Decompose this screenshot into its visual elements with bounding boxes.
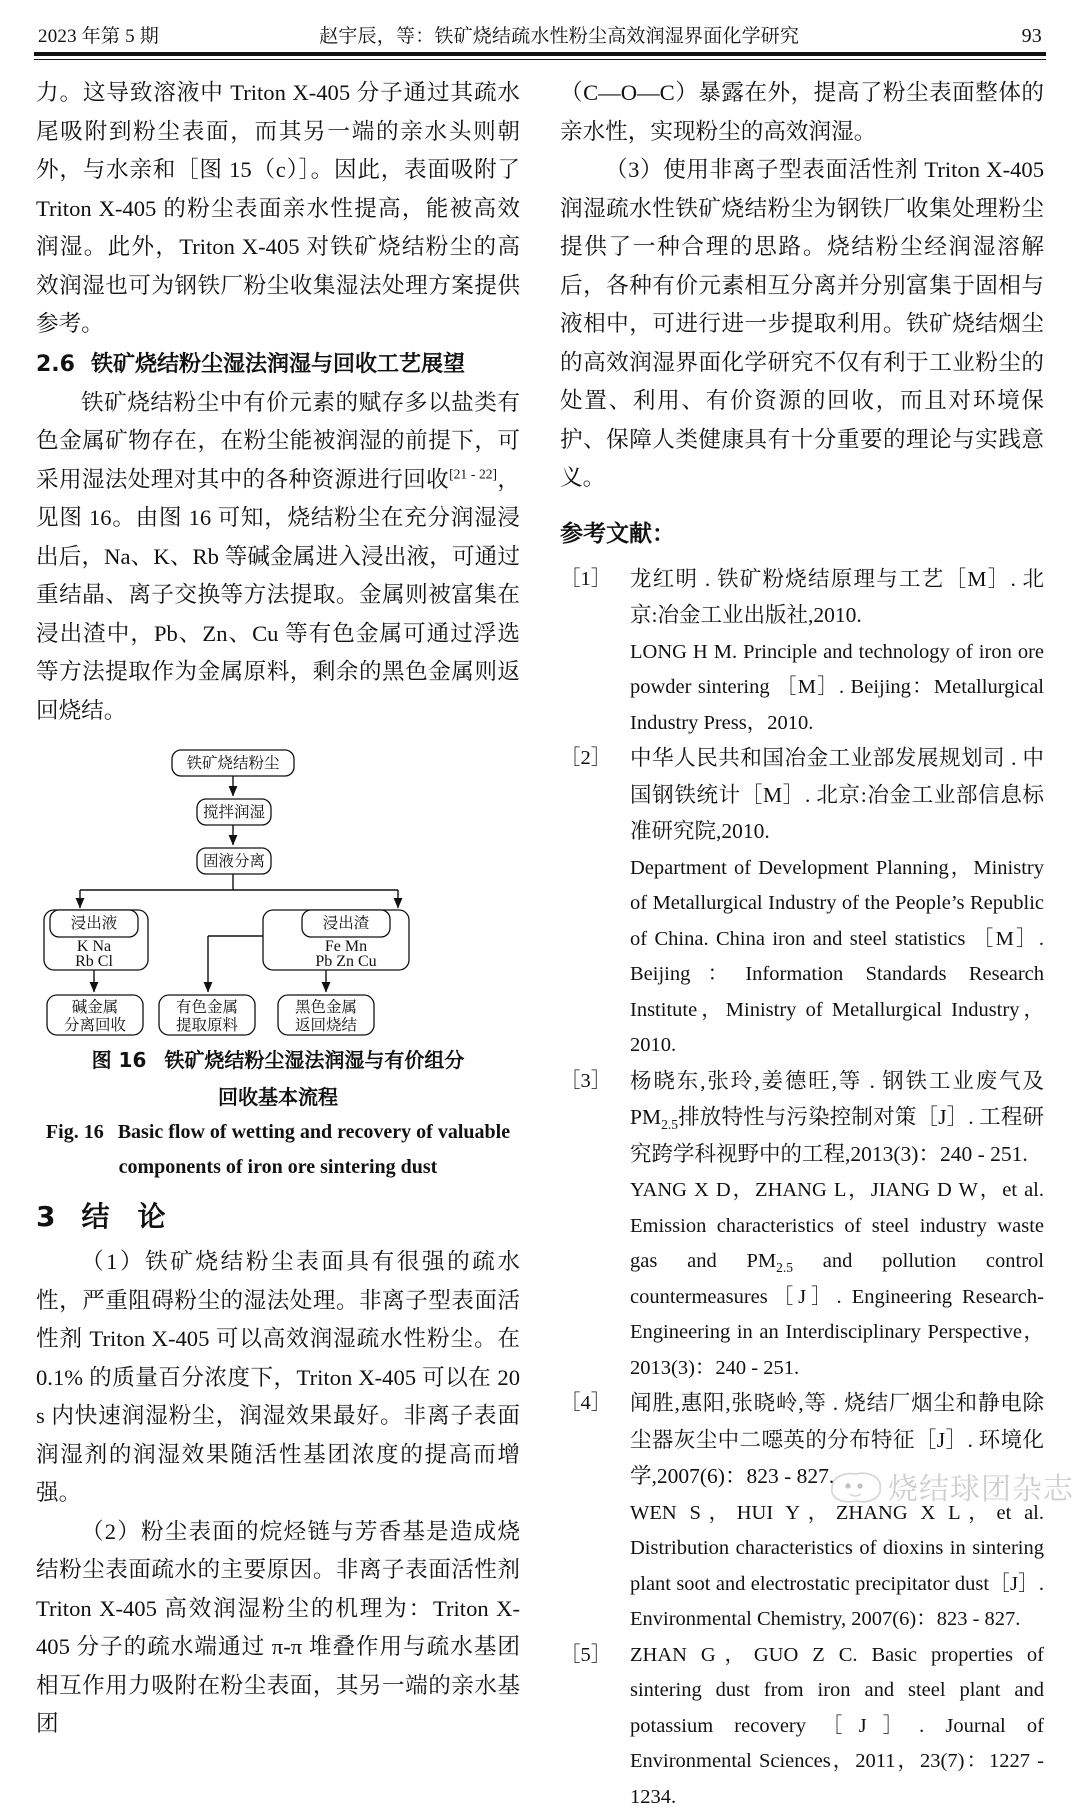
node-label-ferrous-2: 返回烧结 (295, 1016, 358, 1034)
figure-caption-cn-line2: 回收基本流程 (218, 1085, 338, 1109)
node-label-alkali-1: 碱金属 (72, 998, 119, 1016)
node-label-dust: 铁矿烧结粉尘 (186, 754, 280, 772)
reference-cn: 中华人民共和国冶金工业部发展规划司 . 中国钢铁统计［M］. 北京:冶金工业部信息标准研究院,2010. (630, 746, 1044, 843)
reference-item (560, 741, 1044, 1064)
left-column (36, 74, 520, 1744)
figure-caption-en (36, 1117, 520, 1148)
reference-tag: ［1］ (560, 562, 622, 598)
node-label-residue-items-1: Fe Mn (325, 938, 367, 955)
conclusion-heading (36, 1193, 520, 1241)
reference-item (560, 1638, 1044, 1815)
reference-cn-subscript: 2.5 (661, 1117, 678, 1132)
reference-cn-part-a: 杨晓东,张玲,姜德旺,等 . 钢铁工业废气及 PM (630, 1069, 1044, 1130)
reference-item (560, 562, 1044, 742)
reference-en: Department of Development Planning，Ministry of Metallurgical Industry of the People’s Republic of China. China iron and steel statistics ［M］. Beijing：Information Standards Research Institute，Ministry of Metallurgical Industry，2010. (630, 857, 1044, 1057)
section-heading-2-6 (36, 346, 520, 384)
reference-en-part-b: and pollution control countermeasures［J］. Engineering Research- Engineering in an Interdisciplinary Perspective，2013(3)：240 - 251. (630, 1250, 1044, 1379)
conclusion-item-3: （3）使用非离子型表面活性剂 Triton X-405 润湿疏水性铁矿烧结粉尘为钢铁厂收集处理粉尘提供了一种合理的思路。烧结粉尘经润湿溶解后，各种有价元素相互分离并分别富集于固相与液相中，可进行进一步提取利用。铁矿烧结烟尘的高效润湿界面化学研究不仅有利于工业粉尘的处置、利用、有价资源的回收，而且对环境保护、保障人类健康具有十分重要的理论与实践意义。 (560, 151, 1044, 498)
node-label-nonferrous-2: 提取原料 (176, 1015, 239, 1034)
figure-caption-cn-line1: 铁矿烧结粉尘湿法润湿与有价组分 (164, 1048, 464, 1072)
running-head-issue: 2023 年第 5 期 (38, 21, 159, 48)
reference-en: LONG H M. Principle and technology of iron ore powder sintering ［M］. Beijing：Metallurgical Industry Press，2010. (630, 641, 1044, 734)
figure-16 (36, 744, 520, 1183)
paragraph-2-6-part-a: 铁矿烧结粉尘中有价元素的赋存多以盐类有色金属矿物存在，在粉尘能被润湿的前提下，可采用湿法处理对其中的各种资源进行回收 (36, 390, 520, 492)
node-label-residue-items-2: Pb Zn Cu (315, 953, 376, 970)
figure-caption-cn-label: 图 16 (92, 1048, 147, 1072)
paragraph-2-6 (36, 384, 520, 731)
citation-21-22: [21 - 22] (449, 466, 497, 481)
header-rule-thin (34, 59, 1046, 60)
node-label-nonferrous-1: 有色金属 (176, 998, 238, 1016)
figure-caption-en-line2-wrap (36, 1152, 520, 1183)
figure-caption-cn-line2-wrap (36, 1082, 520, 1113)
conclusion-item-1: （1）铁矿烧结粉尘表面具有很强的疏水性，严重阻碍粉尘的湿法处理。非离子型表面活性剂 Triton X-405 可以高效润湿疏水性粉尘。在 0.1% 的质量百分浓度下，Triton X-405 可以在 20 s 内快速润湿粉尘，润湿效果最好。非离子表面润湿剂的润湿效果随活性基团浓度的提高而增强。 (36, 1243, 520, 1513)
conclusion-number: 3 (36, 1200, 55, 1233)
reference-cn: 龙红明 . 铁矿粉烧结原理与工艺［M］. 北京:冶金工业出版社,2010. (630, 567, 1044, 628)
figure-caption-en-line2: components of iron ore sintering dust (119, 1156, 438, 1178)
reference-cn: 闻胜,惠阳,张晓岭,等 . 烧结厂烟尘和静电除尘器灰尘中二噁英的分布特征［J］. 环境化学,2007(6)：823 - 827. (630, 1391, 1044, 1488)
reference-item (560, 1386, 1044, 1638)
reference-tag: ［3］ (560, 1064, 622, 1100)
figure-caption-cn (36, 1045, 520, 1076)
conclusion-title: 结 论 (81, 1200, 165, 1233)
node-label-alkali-2: 分离回收 (64, 1016, 127, 1034)
node-label-separate: 固液分离 (203, 852, 265, 870)
running-head-title: 赵宇辰，等：铁矿烧结疏水性粉尘高效润湿界面化学研究 (319, 21, 799, 48)
reference-en: ZHAN G，GUO Z C. Basic properties of sintering dust from iron and steel plant and potassium recovery［J］. Journal of Environmental Sciences，2011，23(7)：1227 - 1234. (630, 1644, 1044, 1808)
node-label-leachate-items-1: K Na (77, 938, 111, 955)
conclusion-item-2: （2）粉尘表面的烷烃链与芳香基是造成烧结粉尘表面疏水的主要原因。非离子表面活性剂 Triton X-405 高效润湿粉尘的机理为：Triton X-405 分子的疏水端通过 π-π 堆叠作用与疏水基团相互作用力吸附在粉尘表面，其另一端的亲水基团 (36, 1513, 520, 1744)
section-number: 2.6 (36, 352, 75, 377)
reference-tag: ［2］ (560, 741, 622, 777)
page-number: 93 (1022, 25, 1042, 48)
reference-cn-part-b: 排放特性与污染控制对策［J］. 工程研究跨学科视野中的工程,2013(3)：240 - 251. (630, 1105, 1044, 1166)
figure-caption-en-label: Fig. 16 (46, 1121, 104, 1143)
running-head (38, 14, 1042, 48)
header-rule-thick (34, 52, 1046, 56)
node-label-ferrous-1: 黑色金属 (295, 998, 357, 1016)
figure-caption-en-line1: Basic flow of wetting and recovery of valuable (118, 1121, 510, 1143)
section-title: 铁矿烧结粉尘湿法润湿与回收工艺展望 (91, 352, 465, 377)
paragraph-continued: 力。这导致溶液中 Triton X-405 分子通过其疏水尾吸附到粉尘表面，而其另一端的亲水头则朝外，与水亲和［图 15（c）］。因此，表面吸附了 Triton X-405 的粉尘表面亲水性提高，能被高效润湿。此外，Triton X-405 对铁矿烧结粉尘的高效润湿也可为钢铁厂粉尘收集湿法处理方案提供参考。 (36, 74, 520, 344)
node-label-leachate: 浸出液 (71, 914, 118, 932)
reference-tag: ［4］ (560, 1386, 622, 1422)
references-heading: 参考文献： (560, 516, 1044, 552)
node-label-leachate-items-2: Rb Cl (75, 953, 113, 970)
reference-en: WEN S，HUI Y，ZHANG X L，et al. Distribution characteristics of dioxins in sintering plant soot and electrostatic precipitator dust［J］. Environmental Chemistry, 2007(6)：823 - 827. (630, 1502, 1044, 1631)
reference-tag: ［5］ (560, 1638, 622, 1674)
reference-en-part-a: YANG X D，ZHANG L，JIANG D W，et al. Emission characteristics of steel industry waste gas and PM (630, 1179, 1044, 1272)
reference-en-subscript: 2.5 (776, 1260, 793, 1275)
right-column (560, 74, 1044, 1815)
node-label-residue: 浸出渣 (323, 914, 370, 932)
right-paragraph-continued: （C—O—C）暴露在外，提高了粉尘表面整体的亲水性，实现粉尘的高效润湿。 (560, 74, 1044, 151)
node-label-stir: 搅拌润湿 (203, 803, 266, 821)
flowchart-diagram (36, 744, 520, 1039)
reference-item (560, 1064, 1044, 1387)
watermark-text: 烧结球团杂志 (888, 1464, 1074, 1508)
paragraph-2-6-part-b: ，见图 16。由图 16 可知，烧结粉尘在充分润湿浸出后，Na、K、Rb 等碱金属进入浸出液，可通过重结晶、离子交换等方法提取。金属则被富集在浸出渣中，Pb、Zn、Cu 等有色金属可通过浮选等方法提取作为金属原料，剩余的黑色金属则返回烧结。 (36, 467, 520, 723)
